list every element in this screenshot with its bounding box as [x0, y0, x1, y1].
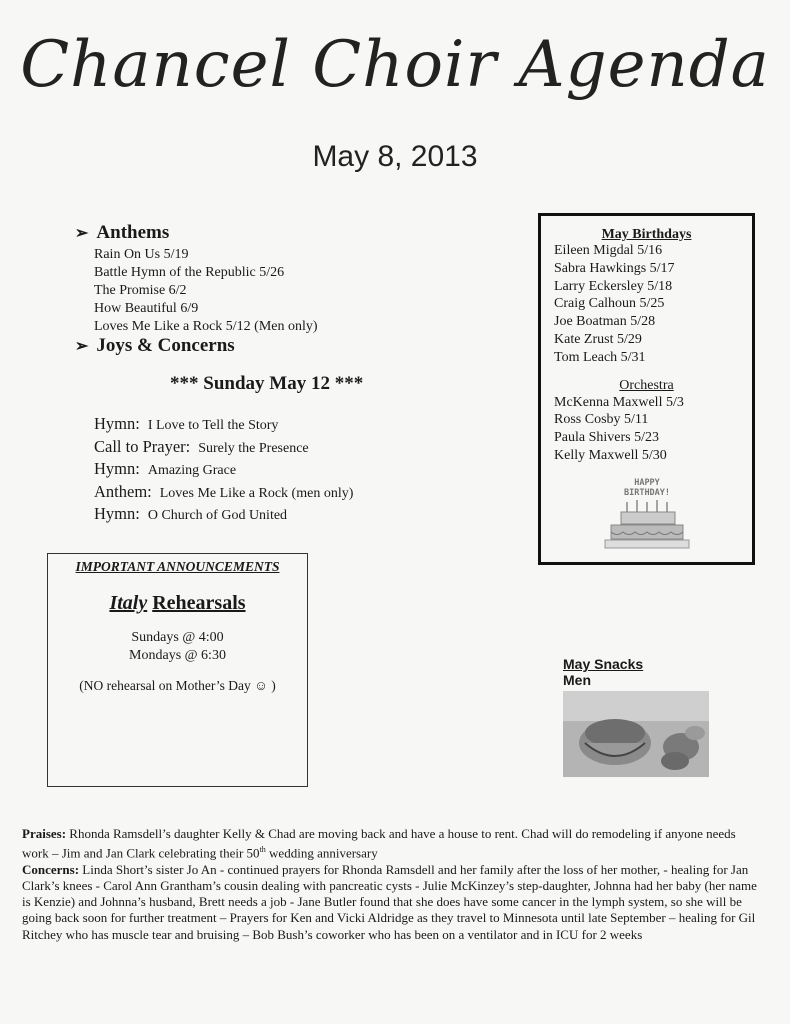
service-item: Hymn: O Church of God United [94, 504, 288, 524]
birthdays-heading: May Birthdays [601, 227, 692, 242]
birthdays-box [538, 213, 755, 565]
praises-paragraph: Praises: Rhonda Ramsdell’s daughter Kelly & Chad are moving back and have a house to rent. Chad will do remodeling if anyone needs work – Jim and Jan Clark celebrating their 50th wedding anniversary [22, 826, 736, 861]
orchestra-item: Paula Shivers 5/23 [554, 430, 659, 446]
anthem-item: Battle Hymn of the Republic 5/26 [94, 265, 285, 280]
anthems-section [75, 222, 169, 244]
anthems-heading: ➢ Anthems [75, 222, 170, 243]
orchestra-heading: Orchestra [619, 377, 674, 393]
service-order [94, 414, 353, 527]
anthem-item: Rain On Us 5/19 [94, 247, 189, 262]
anthem-item: The Promise 6/2 [94, 283, 187, 298]
snacks-group: Men [563, 672, 591, 688]
snacks-photo [563, 691, 709, 777]
birthday-item: Tom Leach 5/31 [554, 349, 646, 365]
arrow-bullet-icon: ➢ [75, 225, 89, 242]
page-title: Chancel Choir Agenda [20, 28, 770, 102]
birthday-item: Joe Boatman 5/28 [554, 314, 656, 330]
announcements-box [47, 553, 308, 787]
praises-concerns [22, 826, 764, 943]
birthday-cake-icon: HAPPY BIRTHDAY! [597, 478, 697, 558]
anthems-list [94, 246, 318, 336]
rehearsal-time: Sundays @ 4:00 [131, 630, 224, 645]
snacks-heading: May Snacks [563, 656, 644, 672]
sunday-heading: *** Sunday May 12 *** [170, 373, 364, 394]
anthem-item: Loves Me Like a Rock 5/12 (Men only) [94, 319, 318, 334]
service-item: Hymn: I Love to Tell the Story [94, 414, 279, 433]
birthday-item: Craig Calhoun 5/25 [554, 296, 665, 312]
orchestra-item: Ross Cosby 5/11 [554, 412, 649, 428]
arrow-bullet-icon: ➢ [75, 338, 89, 355]
birthday-item: Sabra Hawkings 5/17 [554, 260, 675, 276]
snacks-section [563, 656, 643, 688]
birthdays-list [554, 242, 752, 367]
rehearsal-times [48, 629, 307, 665]
announcements-heading: IMPORTANT ANNOUNCEMENTS [75, 559, 280, 574]
rehearsal-note: (NO rehearsal on Mother’s Day ☺ ) [79, 678, 276, 693]
service-item: Call to Prayer: Surely the Presence [94, 436, 309, 456]
anthem-item: How Beautiful 6/9 [94, 301, 199, 316]
service-item: Anthem: Loves Me Like a Rock (men only) [94, 481, 354, 501]
agenda-date: May 8, 2013 [312, 140, 478, 173]
rehearsal-time: Mondays @ 6:30 [129, 648, 226, 663]
birthday-item: Eileen Migdal 5/16 [554, 243, 663, 258]
joys-heading: ➢ Joys & Concerns [75, 335, 235, 356]
orchestra-item: McKenna Maxwell 5/3 [554, 394, 684, 410]
birthday-item: Kate Zrust 5/29 [554, 331, 642, 347]
orchestra-item: Kelly Maxwell 5/30 [554, 447, 667, 463]
orchestra-list [554, 394, 752, 465]
birthday-item: Larry Eckersley 5/18 [554, 278, 673, 294]
rehearsals-heading: Italy Rehearsals [109, 592, 246, 614]
concerns-paragraph: Concerns: Linda Short’s sister Jo An - continued prayers for Rhonda Ramsdell and her family after the loss of her mother, - healing for Jan Clark’s knees - Carol Ann Grantham’s cousin dealing with pancreatic cysts - Julie McKinzey’s step-daughter, Johnna had her baby (her name is Kenzie) and Johnna’s husband, Brett needs a job - Jane Butler found that she does have some cancer in the lymph system, so she will be going back soon for further treatment – Prayers for Ken and Vicki Aldridge as they travel to Minnesota until late September – healing for Gil Ritchey who has muscle tear and bruising – Bob Bush’s coworker who has been on a ventilator and in ICU for 2 weeks [22, 861, 757, 942]
service-item: Hymn: Amazing Grace [94, 459, 237, 479]
